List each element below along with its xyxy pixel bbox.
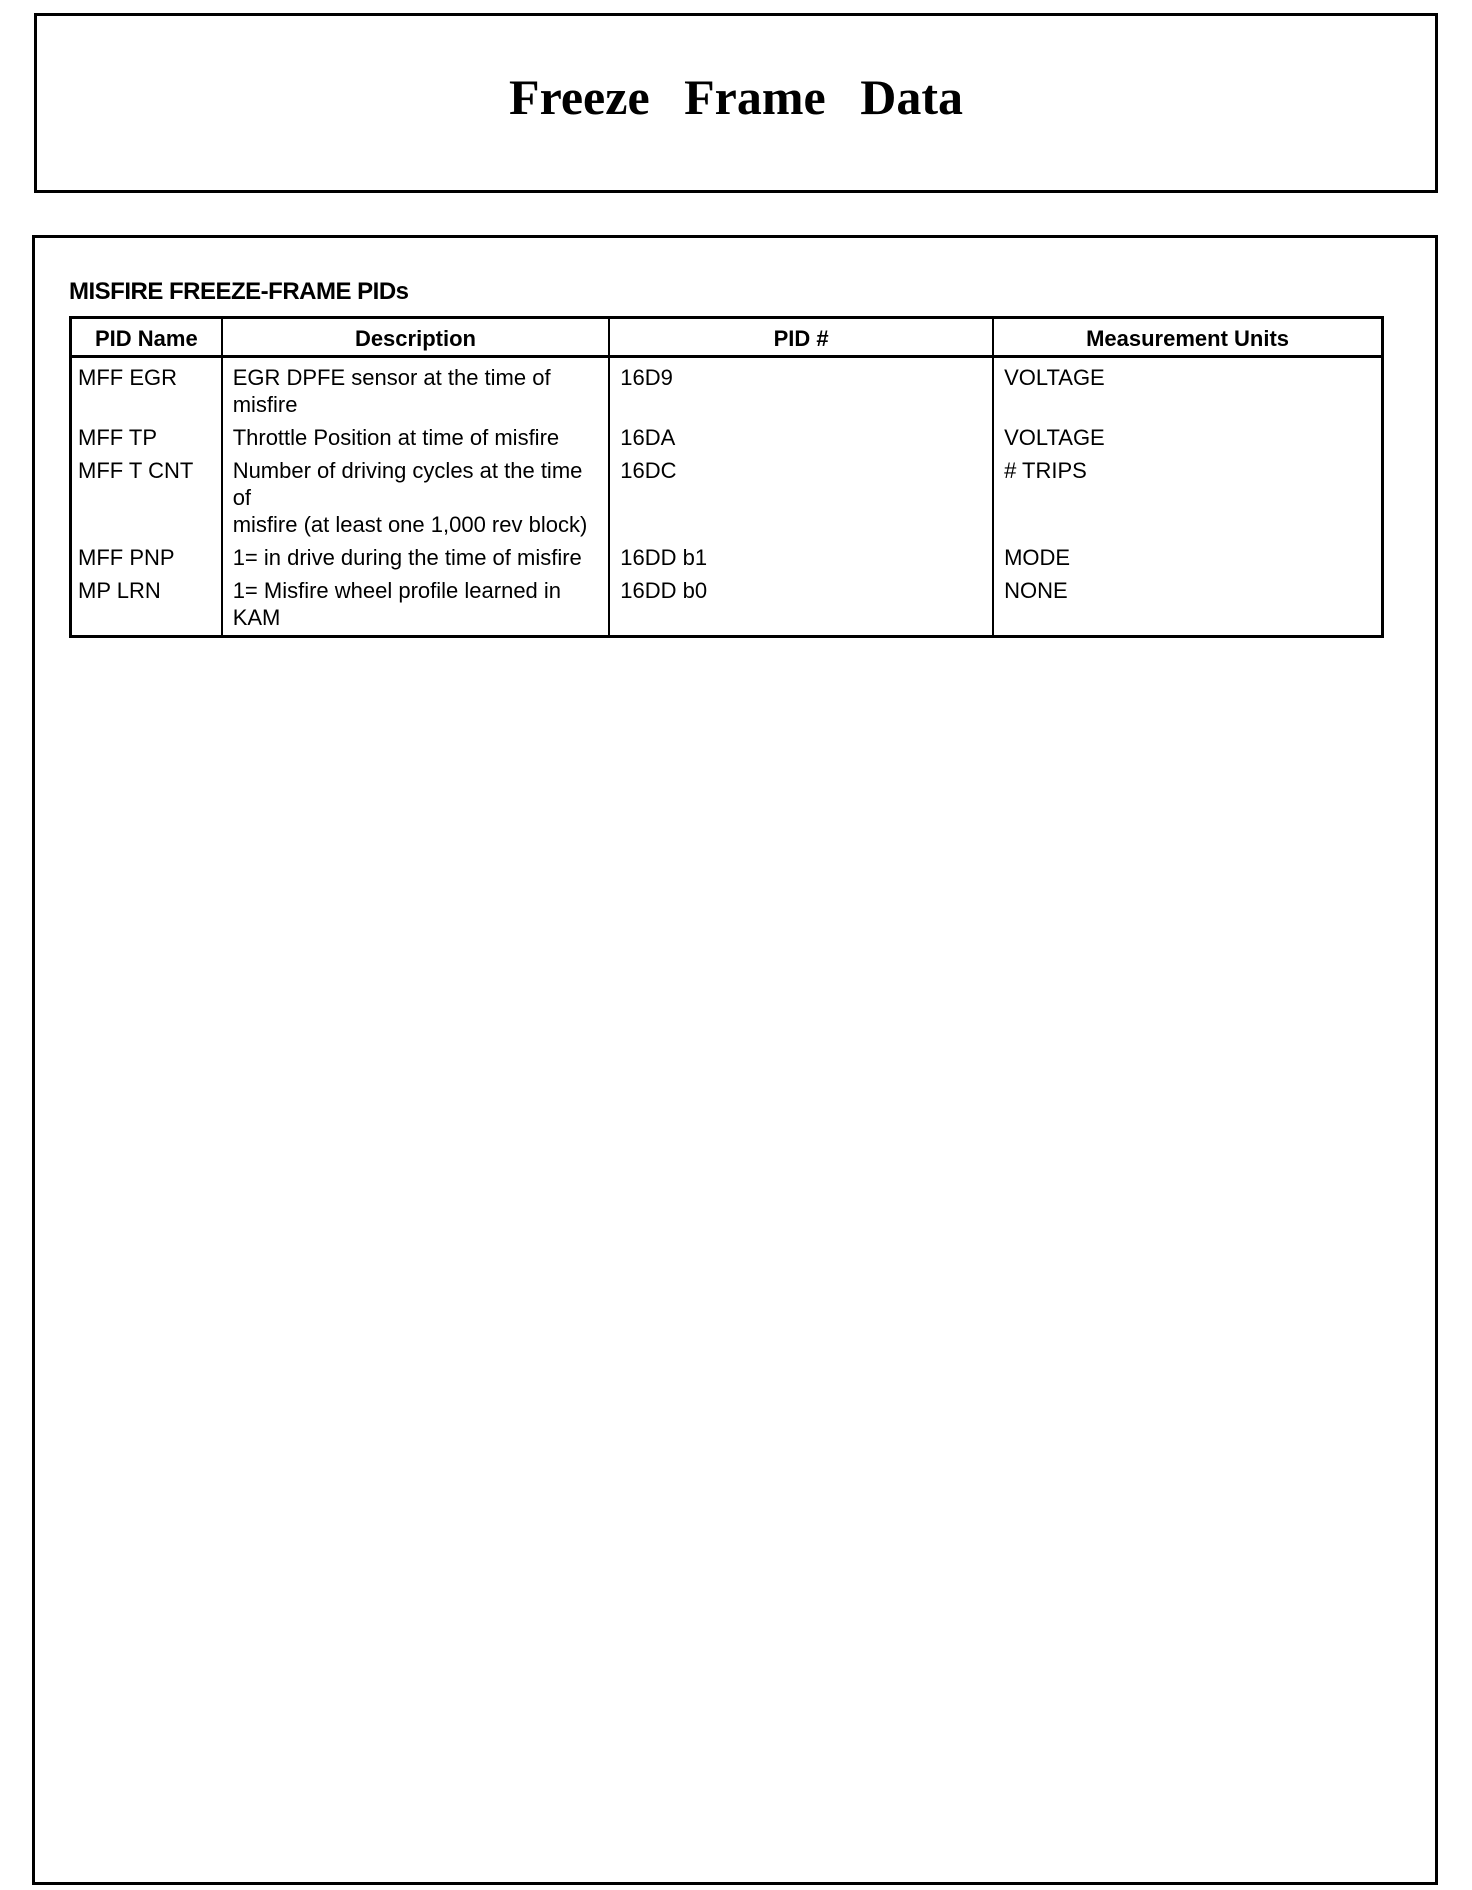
column-header-pid-name: PID Name (71, 318, 222, 357)
units-cell: VOLTAGE (993, 357, 1382, 423)
pid-name-cell: MFF PNP (71, 542, 222, 575)
column-header-pid-number: PID # (609, 318, 993, 357)
description-line: 1= Misfire wheel profile learned in KAM (232, 578, 562, 630)
pid-number-cell: 16DD b1 (609, 542, 993, 575)
table-row (71, 422, 1383, 455)
units-cell: VOLTAGE (993, 422, 1382, 455)
pid-number-cell: 16DD b0 (609, 575, 993, 637)
pid-number-cell: 16DA (609, 422, 993, 455)
table-row (71, 455, 1383, 542)
content-box (32, 235, 1438, 1885)
description-cell (222, 575, 610, 637)
units-cell: NONE (993, 575, 1382, 637)
description-line: misfire (at least one 1,000 rev block) (232, 512, 588, 537)
description-line: Number of driving cycles at the time of (232, 458, 583, 510)
pid-name-cell: MP LRN (71, 575, 222, 637)
description-line: 1= in drive during the time of misfire (232, 545, 582, 570)
section-title: MISFIRE FREEZE-FRAME PIDs (69, 278, 409, 305)
column-header-description: Description (222, 318, 610, 357)
pid-name-cell: MFF T CNT (71, 455, 222, 542)
pid-name-cell: MFF TP (71, 422, 222, 455)
table-row (71, 357, 1383, 423)
table-row (71, 575, 1383, 637)
units-cell: # TRIPS (993, 455, 1382, 542)
pid-name-cell: MFF EGR (71, 357, 222, 423)
column-header-measurement-units: Measurement Units (993, 318, 1382, 357)
units-cell: MODE (993, 542, 1382, 575)
table-header-row (71, 318, 1383, 357)
description-line: EGR DPFE sensor at the time of misfire (232, 365, 551, 417)
description-cell (222, 455, 610, 542)
table-row (71, 542, 1383, 575)
pid-number-cell: 16D9 (609, 357, 993, 423)
pid-number-cell: 16DC (609, 455, 993, 542)
description-cell (222, 422, 610, 455)
page-title: Freeze Frame Data (509, 69, 963, 125)
pid-table (69, 316, 1384, 638)
title-box (34, 13, 1438, 193)
description-cell (222, 357, 610, 423)
description-cell (222, 542, 610, 575)
description-line: Throttle Position at time of misfire (232, 425, 560, 450)
